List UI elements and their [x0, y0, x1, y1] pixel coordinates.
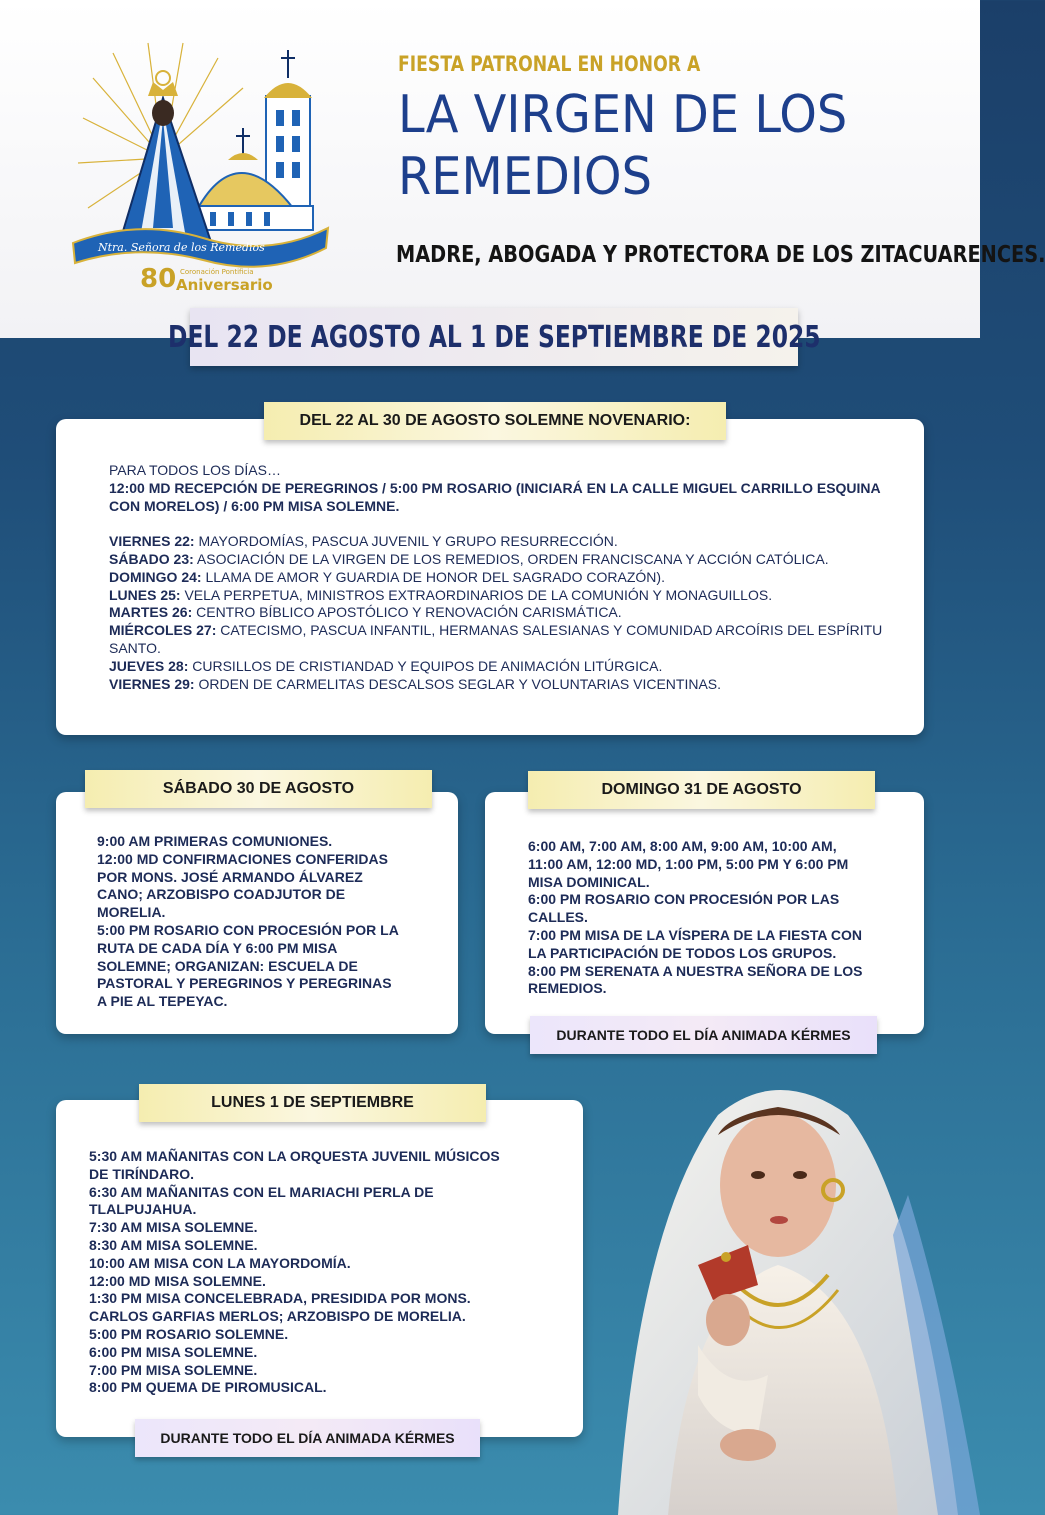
schedule-line: 6:00 AM, 7:00 AM, 8:00 AM, 9:00 AM, 10:00 AM, — [528, 838, 837, 854]
schedule-line: LA PARTICIPACIÓN DE TODOS LOS GRUPOS. — [528, 944, 837, 961]
schedule-line: 12:00 MD CONFIRMACIONES CONFERIDAS — [97, 850, 388, 867]
schedule-line: POR MONS. JOSÉ ARMANDO ÁLVAREZ — [97, 868, 363, 885]
day-groups: CATECISMO, PASCUA INFANTIL, HERMANAS SALESIANAS Y COMUNIDAD ARCOÍRIS DEL ESPÍRITU SANTO. — [109, 622, 883, 656]
sabado-body — [97, 833, 437, 1011]
day-groups: MAYORDOMÍAS, PASCUA JUVENIL Y GRUPO RESURRECCIÓN. — [194, 533, 618, 550]
schedule-line: REMEDIOS. — [528, 980, 607, 997]
page-title — [398, 84, 913, 208]
schedule-line: RUTA DE CADA DÍA Y 6:00 PM MISA — [97, 939, 338, 956]
schedule-line: 10:00 AM MISA CON LA MAYORDOMÍA. — [89, 1254, 351, 1271]
schedule-line: 6:00 PM ROSARIO CON PROCESIÓN POR LAS — [528, 891, 840, 908]
novenario-body — [109, 462, 899, 693]
day-groups: ORDEN DE CARMELITAS DESCALSOS SEGLAR Y VOLUNTARIAS VICENTINAS. — [194, 675, 722, 692]
novenario-intro: PARA TODOS LOS DÍAS… — [109, 462, 281, 478]
novenario-schedule: 12:00 MD RECEPCIÓN DE PEREGRINOS / 5:00 PM ROSARIO (INICIARÁ EN LA CALLE MIGUEL CARRILLO ESQUINA CON MORELOS) / 6:00 PM MISA SOLEMNE. — [109, 479, 881, 514]
child-face — [706, 1294, 750, 1346]
schedule-line: SOLEMNE; ORGANIZAN: ESCUELA DE — [97, 957, 358, 974]
schedule-line: 8:00 PM SERENATA A NUESTRA SEÑORA DE LOS — [528, 962, 863, 979]
schedule-line: 5:00 PM ROSARIO SOLEMNE. — [89, 1325, 289, 1342]
domingo-kermes-badge: DURANTE TODO EL DÍA ANIMADA KÉRMES — [530, 1016, 877, 1054]
schedule-line: 1:30 PM MISA CONCELEBRADA, PRESIDIDA POR MONS. — [89, 1290, 471, 1307]
schedule-line: DE TIRÍNDARO. — [89, 1165, 194, 1182]
novenario-day-row — [109, 569, 899, 587]
kicker-heading: FIESTA PATRONAL EN HONOR A — [398, 52, 701, 76]
virgin-statue-image — [578, 1075, 980, 1515]
lunes-kermes-badge: DURANTE TODO EL DÍA ANIMADA KÉRMES — [135, 1419, 480, 1457]
novenario-day-row — [109, 676, 899, 694]
schedule-line: 6:00 PM MISA SOLEMNE. — [89, 1343, 258, 1360]
schedule-line: 5:30 AM MAÑANITAS CON LA ORQUESTA JUVENIL MÚSICOS — [89, 1148, 500, 1164]
schedule-line: A PIE AL TEPEYAC. — [97, 993, 228, 1010]
day-label: JUEVES 28: — [109, 657, 189, 674]
day-groups: ASOCIACIÓN DE LA VIRGEN DE LOS REMEDIOS, ORDEN FRANCISCANA Y ACCIÓN CATÓLICA. — [193, 550, 829, 567]
schedule-line: CANO; ARZOBISPO COADJUTOR DE — [97, 886, 346, 903]
schedule-line: MISA DOMINICAL. — [528, 873, 650, 890]
day-groups: VELA PERPETUA, MINISTROS EXTRAORDINARIOS DE LA COMUNIÓN Y MONAGUILLOS. — [180, 586, 773, 603]
subtitle: MADRE, ABOGADA Y PROTECTORA DE LOS ZITACUARENCES. — [396, 242, 1045, 268]
logo-banner-text: Ntra. Señora de los Remedios — [98, 241, 265, 254]
sabado-tab: SÁBADO 30 DE AGOSTO — [85, 770, 432, 808]
face — [720, 1113, 836, 1257]
day-label: DOMINGO 24: — [109, 568, 202, 585]
schedule-line: 8:30 AM MISA SOLEMNE. — [89, 1236, 258, 1253]
schedule-line: 8:00 PM QUEMA DE PIROMUSICAL. — [89, 1379, 327, 1396]
title-line-2: REMEDIOS — [398, 147, 652, 207]
schedule-line: 7:00 PM MISA DE LA VÍSPERA DE LA FIESTA CON — [528, 926, 862, 943]
day-label: VIERNES 22: — [109, 533, 195, 550]
novenario-day-row — [109, 533, 899, 551]
novenario-day-row — [109, 551, 899, 569]
schedule-line: 7:30 AM MISA SOLEMNE. — [89, 1219, 258, 1236]
hands — [720, 1429, 776, 1461]
logo-number: 80 — [140, 264, 177, 294]
novenario-day-row — [109, 658, 899, 676]
schedule-line: TLALPUJAHUA. — [89, 1201, 197, 1218]
schedule-line: PASTORAL Y PEREGRINOS Y PEREGRINAS — [97, 975, 392, 992]
domingo-tab: DOMINGO 31 DE AGOSTO — [528, 771, 875, 809]
day-label: MARTES 26: — [109, 604, 193, 621]
schedule-line: 9:00 AM PRIMERAS COMUNIONES. — [97, 833, 333, 849]
anniversary-logo — [68, 38, 338, 300]
date-banner-text: DEL 22 DE AGOSTO AL 1 DE SEPTIEMBRE DE 2025 — [167, 319, 821, 355]
title-line-1: LA VIRGEN DE LOS — [398, 85, 848, 145]
day-label: SÁBADO 23: — [109, 550, 194, 567]
schedule-line: MORELIA. — [97, 904, 166, 921]
date-banner — [167, 308, 821, 366]
schedule-line: 12:00 MD MISA SOLEMNE. — [89, 1272, 266, 1289]
novenario-day-row — [109, 622, 899, 658]
novenario-tab: DEL 22 AL 30 DE AGOSTO SOLEMNE NOVENARIO: — [264, 402, 726, 440]
header — [0, 0, 1045, 338]
day-label: LUNES 25: — [109, 586, 181, 603]
schedule-line: 11:00 AM, 12:00 MD, 1:00 PM, 5:00 PM Y 6:00 PM — [528, 855, 849, 872]
novenario-day-row — [109, 587, 899, 605]
logo-small-text: Coronación Pontificia — [180, 268, 254, 276]
day-groups: CURSILLOS DE CRISTIANDAD Y EQUIPOS DE ANIMACIÓN LITÚRGICA. — [188, 657, 663, 674]
lunes-tab: LUNES 1 DE SEPTIEMBRE — [139, 1084, 486, 1122]
schedule-line: 6:30 AM MAÑANITAS CON EL MARIACHI PERLA DE — [89, 1183, 434, 1200]
logo-word: Aniversario — [176, 276, 273, 294]
domingo-body — [528, 838, 908, 998]
lunes-body — [89, 1148, 569, 1397]
schedule-line: 7:00 PM MISA SOLEMNE. — [89, 1361, 258, 1378]
schedule-line: 5:00 PM ROSARIO CON PROCESIÓN POR LA — [97, 921, 399, 938]
schedule-line: CARLOS GARFIAS MERLOS; ARZOBISPO DE MORELIA. — [89, 1308, 466, 1325]
day-groups: CENTRO BÍBLICO APOSTÓLICO Y RENOVACIÓN CARISMÁTICA. — [192, 604, 622, 621]
day-groups: LLAMA DE AMOR Y GUARDIA DE HONOR DEL SAGRADO CORAZÓN). — [201, 568, 665, 585]
day-label: MIÉRCOLES 27: — [109, 622, 217, 639]
church-icon — [198, 50, 313, 230]
novenario-day-row — [109, 604, 899, 622]
day-label: VIERNES 29: — [109, 675, 195, 692]
schedule-line: CALLES. — [528, 909, 588, 926]
